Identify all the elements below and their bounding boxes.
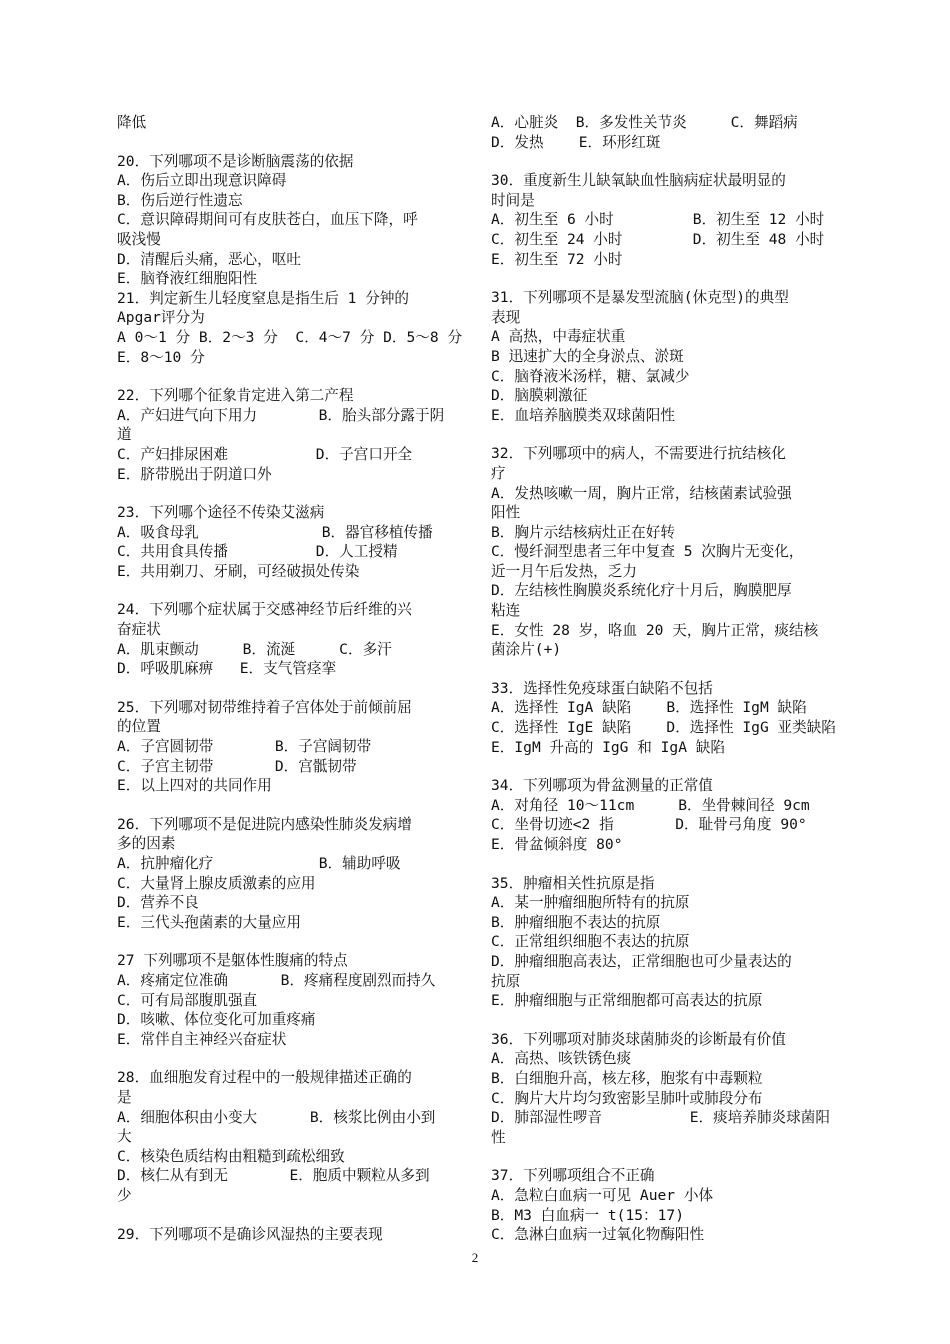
text-line: 奋症状 (117, 621, 161, 639)
blank-gap (117, 133, 463, 152)
text-line: C．脑脊液米汤样，糖、氯减少 (491, 367, 690, 385)
text-line: E．共用剃刀、牙刷，可经破损处传染 (117, 562, 360, 580)
text-line: A 0～1 分 B．2～3 分 C．4～7 分 D．5～8 分 (117, 328, 463, 346)
text-line: 表现 (491, 308, 521, 326)
text-line: B．白细胞升高，核左移，胞浆有中毒颗粒 (491, 1069, 763, 1087)
text-line: B．伤后逆行性遗忘 (117, 191, 243, 209)
text-line: 大 (117, 1128, 132, 1146)
text-line: B．M3 白血病一 t(15：17) (491, 1206, 684, 1224)
text-line: C．慢纤洞型患者三年中复查 5 次胸片无变化， (491, 543, 804, 561)
text-line: D．咳嗽、体位变化可加重疼痛 (117, 1011, 316, 1029)
text-line: 性 (491, 1128, 506, 1146)
text-line: E．以上四对的共同作用 (117, 777, 272, 795)
text-line: 28．血细胞发育过程中的一般规律描述正确的 (117, 1069, 412, 1087)
text-line: D．左结核性胸膜炎系统化疗十月后，胸膜肥厚 (491, 582, 792, 600)
blank-gap (491, 152, 837, 171)
text-line: C．可有局部腹肌强直 (117, 991, 258, 1009)
text-line: D．脑膜刺激征 (491, 387, 588, 405)
blank-gap (491, 757, 837, 776)
blank-gap (491, 855, 837, 874)
text-line: 近一月午后发热，乏力 (491, 562, 637, 580)
blank-gap (491, 660, 837, 679)
text-line: E．骨盆倾斜度 80° (491, 836, 623, 853)
blank-gap (117, 932, 463, 951)
text-line: A．子宫圆韧带 B．子宫阔韧带 (117, 738, 372, 756)
text-line: 26．下列哪项不是促进院内感染性肺炎发病增 (117, 815, 412, 833)
blank-gap (117, 484, 463, 503)
text-line: B．胸片示结核病灶正在好转 (491, 523, 675, 541)
text-line: A．急粒白血病一可见 Auer 小体 (491, 1186, 714, 1204)
text-line: 疗 (491, 464, 506, 482)
text-line: 34．下列哪项为骨盆测量的正常值 (491, 777, 713, 795)
text-line: 25．下列哪对韧带维持着子宫体处于前倾前屈 (117, 698, 412, 716)
text-line: A．选择性 IgA 缺陷 B．选择性 IgM 缺陷 (491, 699, 807, 717)
text-line: 32．下列哪项中的病人，不需要进行抗结核化 (491, 445, 786, 463)
text-line: C．初生至 24 小时 D．初生至 48 小时 (491, 230, 825, 248)
text-line: A．抗肿瘤化疗 B．辅助呼吸 (117, 855, 401, 872)
blank-gap (117, 679, 463, 698)
blank-gap (491, 425, 837, 444)
text-line: A．吸食母乳 B．器官移植传播 (117, 523, 433, 541)
text-line: 29．下列哪项不是确诊风湿热的主要表现 (117, 1225, 383, 1243)
text-line: E．肿瘤细胞与正常细胞都可高表达的抗原 (491, 992, 763, 1010)
text-line: E．血培养脑膜类双球菌阳性 (491, 406, 675, 424)
text-line: C．子宫主韧带 D．宫骶韧带 (117, 757, 357, 775)
text-line: 22．下列哪个征象肯定进入第二产程 (117, 387, 354, 405)
text-line: C．核染色质结构由粗糙到疏松细致 (117, 1147, 345, 1165)
text-line: B 迅速扩大的全身淤点、淤斑 (491, 347, 684, 365)
text-line: C．选择性 IgE 缺陷 D．选择性 IgG 亚类缺陷 (491, 719, 836, 737)
text-line: 少 (117, 1186, 132, 1204)
text-line: C．意识障碍期间可有皮肤苍白，血压下降，呼 (117, 211, 418, 229)
text-line: C．急淋白血病一过氧化物酶阳性 (491, 1226, 705, 1244)
text-line: E．脑脊液红细胞阳性 (117, 270, 258, 288)
text-line: D．清醒后头痛，恶心，呕吐 (117, 250, 301, 268)
blank-gap (117, 367, 463, 386)
text-line: C．大量肾上腺皮质激素的应用 (117, 874, 316, 892)
text-line: 36．下列哪项对肺炎球菌肺炎的诊断最有价值 (491, 1030, 786, 1048)
text-line: E．脐带脱出于阴道口外 (117, 465, 272, 483)
blank-gap (491, 1147, 837, 1166)
text-line: 降低 (117, 114, 147, 131)
text-line: E．IgM 升高的 IgG 和 IgA 缺陷 (491, 738, 725, 756)
text-line: A．某一肿瘤细胞所特有的抗原 (491, 894, 690, 912)
text-line: D．呼吸肌麻痹 E．支气管痉挛 (117, 660, 337, 678)
text-line: A．初生至 6 小时 B．初生至 12 小时 (491, 211, 825, 229)
text-line: 多的因素 (117, 835, 176, 853)
text-line: E．三代头孢菌素的大量应用 (117, 913, 301, 931)
blank-gap (491, 1011, 837, 1030)
blank-gap (117, 1206, 463, 1225)
text-line: 抗原 (491, 972, 521, 990)
blank-gap (117, 581, 463, 600)
text-line: 粘连 (491, 602, 521, 620)
text-line: A．发热咳嗽一周，胸片正常，结核菌素试验强 (491, 484, 792, 502)
text-line: D．核仁从有到无 E．胞质中颗粒从多到 (117, 1167, 430, 1185)
text-line: C．产妇排尿困难 D．子宫口开全 (117, 445, 413, 463)
text-line: C．共用食具传播 D．人工授精 (117, 543, 398, 561)
text-line: 37．下列哪项组合不正确 (491, 1167, 655, 1185)
text-line: A．伤后立即出现意识障碍 (117, 172, 287, 190)
text-line: E．8～10 分 (117, 348, 205, 366)
text-line: A．肌束颤动 B．流涎 C．多汗 (117, 640, 392, 658)
text-line: 23．下列哪个途径不传染艾滋病 (117, 504, 325, 522)
text-line: 阳性 (491, 504, 521, 522)
text-line: E．女性 28 岁，咯血 20 天，胸片正常，痰结核 (491, 621, 819, 639)
text-line: 的位置 (117, 718, 161, 736)
text-line: D．营养不良 (117, 894, 199, 912)
text-line: A 高热，中毒症状重 (491, 328, 626, 346)
text-line: E．初生至 72 小时 (491, 250, 623, 268)
left-column (117, 113, 463, 1244)
text-line: A．对角径 10～11cm B．坐骨棘间径 9cm (491, 796, 810, 814)
text-line: D．肿瘤细胞高表达，正常细胞也可少量表达的 (491, 952, 792, 970)
blank-gap (491, 269, 837, 288)
text-line: E．常伴自主神经兴奋症状 (117, 1030, 287, 1048)
blank-gap (117, 1049, 463, 1068)
text-line: 35．肿瘤相关性抗原是指 (491, 874, 655, 892)
text-line: 31．下列哪项不是暴发型流脑(休克型)的典型 (491, 289, 789, 307)
text-line: 20．下列哪项不是诊断脑震荡的依据 (117, 152, 354, 170)
text-line: B．肿瘤细胞不表达的抗原 (491, 913, 661, 931)
text-line: 30．重度新生儿缺氧缺血性脑病症状最明显的 (491, 172, 786, 190)
text-line: A．产妇进气向下用力 B．胎头部分露于阴 (117, 406, 445, 424)
text-line: 吸浅慢 (117, 230, 161, 248)
text-line: 时间是 (491, 191, 535, 209)
text-line: C．坐骨切迹<2 指 D．耻骨弓角度 90° (491, 816, 807, 834)
text-line: 27 下列哪项不是躯体性腹痛的特点 (117, 952, 348, 970)
text-line: 是 (117, 1088, 132, 1106)
text-line: 33．选择性免疫球蛋白缺陷不包括 (491, 679, 713, 697)
text-line: D．发热 E．环形红斑 (491, 133, 661, 151)
text-line: 21．判定新生儿轻度窒息是指生后 1 分钟的 (117, 289, 410, 307)
right-column (491, 113, 837, 1245)
text-line: A．高热、咳铁锈色痰 (491, 1050, 632, 1068)
blank-gap (117, 796, 463, 815)
page-number: 2 (471, 1250, 479, 1265)
text-line: A．疼痛定位准确 B．疼痛程度剧烈而持久 (117, 971, 436, 989)
text-line: 道 (117, 426, 132, 444)
text-line: A．细胞体积由小变大 B．核浆比例由小到 (117, 1108, 436, 1126)
text-line: A．心脏炎 B．多发性关节炎 C．舞蹈病 (491, 114, 798, 131)
text-line: 菌涂片(+) (491, 641, 562, 659)
text-line: 24．下列哪个症状属于交感神经节后纤维的兴 (117, 601, 412, 619)
text-line: D．肺部湿性啰音 E．痰培养肺炎球菌阳 (491, 1109, 830, 1127)
text-line: C．胸片大片均匀致密影呈肺叶或肺段分布 (491, 1089, 763, 1107)
text-line: Apgar评分为 (117, 309, 205, 327)
text-line: C．正常组织细胞不表达的抗原 (491, 933, 690, 951)
